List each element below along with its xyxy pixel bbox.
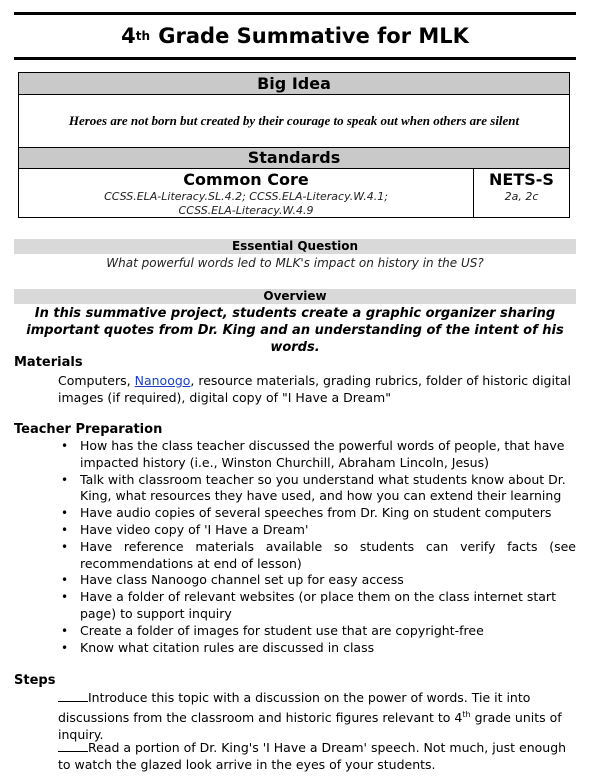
big-idea-box (18, 72, 570, 148)
step-item (58, 689, 576, 743)
title-grade-number: 4 (121, 24, 136, 48)
step-checkbox-blank (58, 741, 88, 752)
bullet-icon: • (61, 506, 69, 521)
list-item (58, 623, 576, 640)
common-core-cell (19, 169, 474, 218)
essential-question-heading: Essential Question (14, 239, 576, 254)
list-item-text: Have video copy of 'I Have a Dream' (80, 521, 309, 537)
materials-text (58, 372, 576, 406)
standards-heading: Standards (19, 148, 569, 169)
title-text: Grade Summative for MLK (158, 24, 469, 48)
overview-heading: Overview (14, 289, 576, 304)
step2-text: Read a portion of Dr. King's 'I Have a Dream' speech. Not much, just enough to watch the glazed look arrive in the eyes of your students. (58, 740, 567, 772)
bullet-icon: • (61, 439, 69, 453)
nets-cell (474, 169, 569, 218)
materials-text-end: , resource materials, grading rubrics, folder of historic digital images (if required), digital copy of "I Have a Dream" (58, 373, 571, 405)
list-item-text: Talk with classroom teacher so you understand what students know about Dr. King, what resources they have used, and how you can extend their learning (80, 471, 566, 504)
nets-text: 2a, 2c (504, 190, 539, 203)
list-item-text: How has the class teacher discussed the powerful words of people, that have impacted history (i.e., Winston Churchill, Abraham Lincoln, Jesus) (80, 438, 565, 470)
teacher-prep-heading: Teacher Preparation (14, 422, 163, 437)
list-item (58, 505, 576, 522)
step-item (58, 739, 576, 773)
bullet-icon: • (61, 590, 69, 605)
list-item-text: Have class Nanoogo channel set up for easy access (80, 572, 404, 588)
bullet-icon: • (61, 623, 69, 638)
list-item (58, 640, 576, 657)
list-item-text: Have audio copies of several speeches from Dr. King on student computers (80, 505, 552, 521)
teacher-prep-list (58, 438, 576, 656)
step1-superscript: th (462, 710, 471, 719)
big-idea-heading: Big Idea (19, 73, 569, 95)
common-core-line1: CCSS.ELA-Literacy.SL.4.2; CCSS.ELA-Literacy.W.4.1; (104, 190, 388, 203)
steps-heading: Steps (14, 673, 56, 688)
essential-question-text: What powerful words led to MLK's impact on history in the US? (106, 256, 484, 270)
list-item-text: Have a folder of relevant websites (or place them on the class internet start page) to support inquiry (80, 589, 556, 621)
list-item-text: Have reference materials available so students can verify facts (see recommendations at end of lesson) (80, 538, 576, 571)
list-item (58, 572, 576, 589)
bullet-icon: • (61, 640, 69, 655)
overview-text: In this summative project, students create a graphic organizer sharing important quotes from Dr. King and an understanding of the intent of his words. (26, 306, 564, 355)
step-checkbox-blank (58, 691, 88, 702)
materials-text-start: Computers, (58, 373, 135, 388)
standards-box (18, 147, 570, 218)
big-idea-text: Heroes are not born but created by their courage to speak out when others are silent (68, 113, 520, 128)
title-grade-suffix: th (135, 29, 150, 43)
list-item (58, 589, 576, 623)
step1-text-start: Introduce this topic with a discussion on the power of words. Tie it into discussions from the classroom and historic figures relevant to 4 (58, 690, 531, 726)
bullet-icon: • (61, 573, 69, 588)
list-item (58, 522, 576, 539)
common-core-line2: CCSS.ELA-Literacy.W.4.9 (178, 204, 314, 217)
list-item-text: Know what citation rules are discussed in class (80, 639, 375, 655)
common-core-heading: Common Core (183, 170, 309, 189)
bullet-icon: • (61, 472, 69, 487)
list-item (58, 438, 576, 472)
bullet-icon: • (61, 539, 69, 554)
page-title (14, 12, 576, 60)
nanoogo-link[interactable]: Nanoogo (134, 373, 191, 388)
list-item-text: Create a folder of images for student use that are copyright-free (80, 622, 484, 638)
bullet-icon: • (61, 522, 69, 537)
step1-text-end: grade units of inquiry. (58, 710, 562, 743)
nets-heading: NETS-S (489, 170, 554, 189)
list-item (58, 472, 576, 506)
standards-row (19, 169, 569, 218)
list-item (58, 539, 576, 573)
materials-heading: Materials (14, 355, 83, 370)
